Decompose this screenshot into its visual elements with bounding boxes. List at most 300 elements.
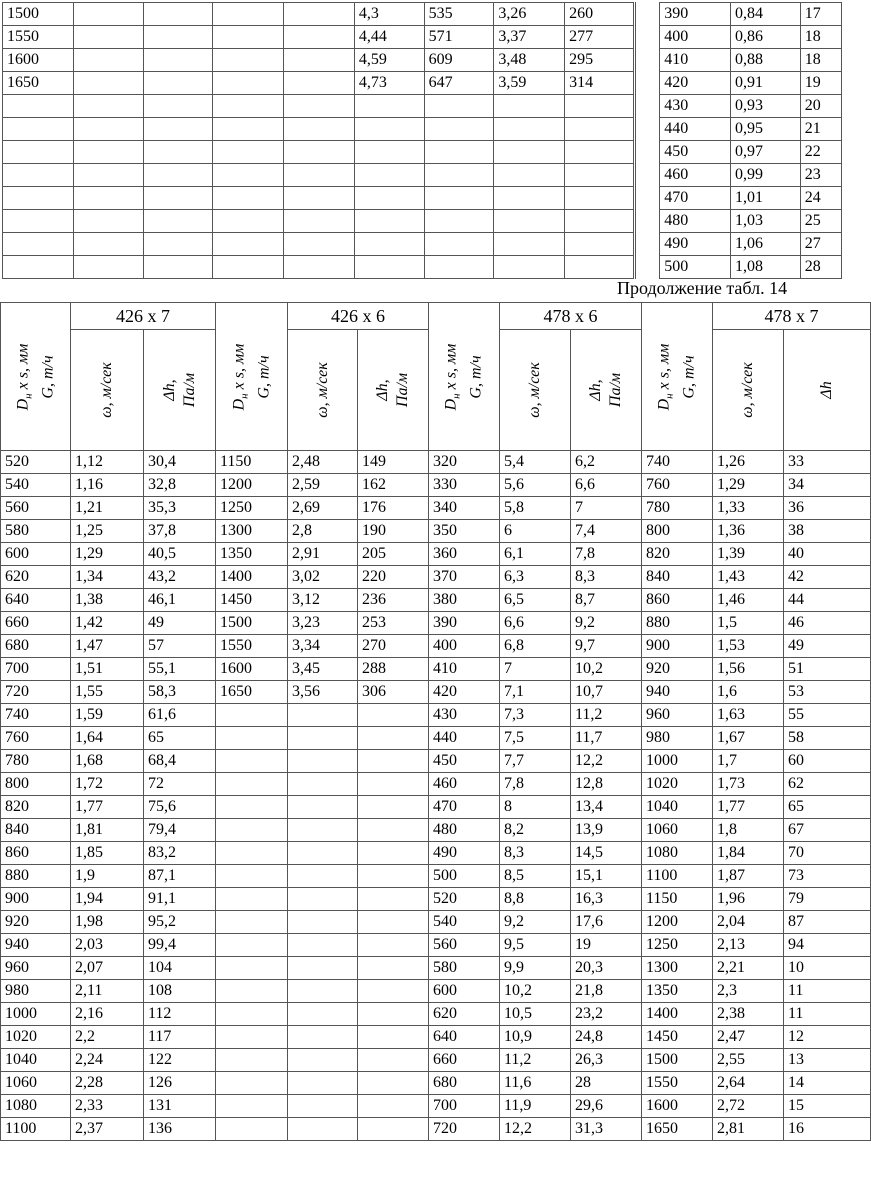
table-cell: [73, 256, 143, 279]
table-cell: 647: [424, 72, 494, 95]
table-cell: 220: [358, 566, 429, 589]
table-cell: [73, 3, 143, 26]
table-cell: 11: [784, 1003, 871, 1026]
table-cell: 360: [429, 543, 500, 566]
table-cell: [288, 1049, 358, 1072]
table-cell: 760: [1, 727, 71, 750]
table-cell: 680: [429, 1072, 500, 1095]
table-cell: 1,51: [71, 658, 144, 681]
table-cell: [424, 141, 494, 164]
table-cell: 7,1: [500, 681, 571, 704]
pipe-size-header: 426 х 7: [71, 303, 216, 330]
table-cell: [494, 233, 565, 256]
table-cell: 306: [358, 681, 429, 704]
table-cell: 900: [1, 888, 71, 911]
header-flow-label: G, т/ч: [467, 354, 485, 399]
table-cell: [358, 704, 429, 727]
table-cell: 880: [1, 865, 71, 888]
table-cell: 580: [429, 957, 500, 980]
table-cell: 1,68: [71, 750, 144, 773]
table-cell: 1020: [1, 1026, 71, 1049]
table-cell: 2,69: [288, 497, 358, 520]
table-cell: [284, 3, 355, 26]
table-cell: 490: [660, 233, 731, 256]
header-velocity-label: ω, м/сек: [98, 362, 115, 418]
table-cell: [288, 727, 358, 750]
table-cell: [494, 187, 565, 210]
table-cell: 740: [642, 451, 713, 474]
table-cell: [216, 1118, 288, 1141]
table-cell: 3,48: [494, 49, 565, 72]
table-cell: 8,5: [500, 865, 571, 888]
table-cell: 7,4: [571, 520, 642, 543]
table-cell: 1250: [642, 934, 713, 957]
table-row: [1, 934, 871, 957]
table-cell: [143, 3, 213, 26]
table-row: [1, 819, 871, 842]
table-cell: [358, 1026, 429, 1049]
table-cell: 1080: [642, 842, 713, 865]
table-cell: 1300: [642, 957, 713, 980]
table-cell: [216, 704, 288, 727]
table-cell: 91,1: [144, 888, 216, 911]
table-cell: 440: [660, 118, 731, 141]
table-cell: [213, 187, 284, 210]
table-cell: 470: [429, 796, 500, 819]
table-cell: 3,34: [288, 635, 358, 658]
table-cell: 1150: [642, 888, 713, 911]
table-cell: 2,47: [713, 1026, 784, 1049]
table-cell: [143, 210, 213, 233]
table-cell: 1250: [216, 497, 288, 520]
table-cell: 32,8: [144, 474, 216, 497]
table-cell: [284, 256, 355, 279]
table-cell: 20,3: [571, 957, 642, 980]
table-cell: [3, 210, 74, 233]
header-diameter-label: $D_н$ х s, мм: [655, 343, 676, 410]
table-cell: [494, 256, 565, 279]
header-velocity-label: ω, м/сек: [313, 362, 331, 418]
table-cell: 0,91: [731, 72, 801, 95]
table-cell: 36: [784, 497, 871, 520]
table-cell: [213, 233, 284, 256]
table-row: [1, 1118, 871, 1141]
table-cell: [424, 118, 494, 141]
table-cell: [3, 233, 74, 256]
table-cell: 370: [429, 566, 500, 589]
table-cell: 840: [1, 819, 71, 842]
table-cell: 57: [144, 635, 216, 658]
table-cell: 1100: [1, 1118, 71, 1141]
table-cell: 700: [429, 1095, 500, 1118]
table-cell: 131: [144, 1095, 216, 1118]
table-cell: 3,37: [494, 26, 565, 49]
table-cell: 83,2: [144, 842, 216, 865]
table-cell: 1,64: [71, 727, 144, 750]
table-cell: 430: [660, 95, 731, 118]
table-cell: 12: [784, 1026, 871, 1049]
table-cell: 571: [424, 26, 494, 49]
table-cell: 8,3: [571, 566, 642, 589]
table-cell: 6,3: [500, 566, 571, 589]
table-cell: 1,12: [71, 451, 144, 474]
table-cell: 2,33: [71, 1095, 144, 1118]
table-cell: 44: [784, 589, 871, 612]
table-cell: 40: [784, 543, 871, 566]
table-cell: 236: [358, 589, 429, 612]
header-pressure-drop-label: Δh: [818, 381, 835, 399]
table-cell: [216, 796, 288, 819]
table-cell: 270: [358, 635, 429, 658]
table-cell: 55,1: [144, 658, 216, 681]
table-cell: 1,5: [713, 612, 784, 635]
table-cell: [494, 118, 565, 141]
table-cell: 79,4: [144, 819, 216, 842]
table-cell: [143, 49, 213, 72]
table-cell: [358, 1095, 429, 1118]
table-cell: 65: [144, 727, 216, 750]
table-cell: 10,5: [500, 1003, 571, 1026]
table-cell: 2,07: [71, 957, 144, 980]
table-cell: 3,56: [288, 681, 358, 704]
table-cell: 3,12: [288, 589, 358, 612]
pipe-size-header: 478 х 6: [500, 303, 642, 330]
table-cell: 260: [565, 3, 635, 26]
table-cell: 95,2: [144, 911, 216, 934]
table-cell: [424, 210, 494, 233]
table-cell: 1,7: [713, 750, 784, 773]
table-cell: 640: [1, 589, 71, 612]
table-cell: [358, 796, 429, 819]
table-cell: 136: [144, 1118, 216, 1141]
table-cell: 1,87: [713, 865, 784, 888]
table-cell: [143, 141, 213, 164]
table-cell: [565, 187, 635, 210]
table-cell: 20: [800, 95, 841, 118]
table-cell: 0,86: [731, 26, 801, 49]
table-cell: 780: [642, 497, 713, 520]
table-cell: [354, 164, 424, 187]
table-cell: 1200: [642, 911, 713, 934]
table-cell: 3,23: [288, 612, 358, 635]
table-cell: 6: [500, 520, 571, 543]
table-cell: 2,72: [713, 1095, 784, 1118]
table-cell: 38: [784, 520, 871, 543]
table-cell: [288, 1026, 358, 1049]
table-cell: [565, 256, 635, 279]
table-cell: 620: [1, 566, 71, 589]
table-cell: 17,6: [571, 911, 642, 934]
table-cell: [634, 118, 659, 141]
table-cell: [3, 141, 74, 164]
header-flow-label: G, т/ч: [39, 354, 57, 399]
table-cell: [284, 233, 355, 256]
table-cell: 500: [429, 865, 500, 888]
table-row: [1, 520, 871, 543]
table-cell: [358, 773, 429, 796]
table-cell: 10,2: [571, 658, 642, 681]
table-cell: 740: [1, 704, 71, 727]
table-cell: [358, 842, 429, 865]
table-cell: [494, 210, 565, 233]
table-cell: 87: [784, 911, 871, 934]
table-cell: 490: [429, 842, 500, 865]
table-cell: 9,2: [500, 911, 571, 934]
table-cell: 2,03: [71, 934, 144, 957]
table-cell: 15,1: [571, 865, 642, 888]
table-cell: 460: [660, 164, 731, 187]
table-cell: [565, 233, 635, 256]
table-cell: 960: [1, 957, 71, 980]
table-cell: 480: [660, 210, 731, 233]
table-cell: 1550: [642, 1072, 713, 1095]
table-cell: 900: [642, 635, 713, 658]
table-cell: 40,5: [144, 543, 216, 566]
table-row: [1, 543, 871, 566]
table-cell: 51: [784, 658, 871, 681]
table-cell: 860: [642, 589, 713, 612]
table-cell: [358, 819, 429, 842]
table-cell: [3, 256, 74, 279]
table-cell: 1,16: [71, 474, 144, 497]
table-row: [1, 980, 871, 1003]
table-cell: 16: [784, 1118, 871, 1141]
table-cell: [288, 796, 358, 819]
table-cell: 1,34: [71, 566, 144, 589]
table-cell: 1500: [3, 3, 74, 26]
table-cell: 620: [429, 1003, 500, 1026]
table-row: [3, 141, 842, 164]
column-header-pressure-drop: [144, 330, 216, 451]
table-row: [1, 658, 871, 681]
header-pressure-drop-label: Δh,: [160, 379, 178, 401]
table-cell: [354, 256, 424, 279]
table-cell: 2,37: [71, 1118, 144, 1141]
table-cell: [288, 1072, 358, 1095]
table-cell: 13: [784, 1049, 871, 1072]
table-cell: [143, 187, 213, 210]
table-cell: 9,9: [500, 957, 571, 980]
table-cell: [143, 256, 213, 279]
table-cell: [634, 95, 659, 118]
table-cell: 1450: [642, 1026, 713, 1049]
top-table: [2, 2, 842, 279]
table-cell: [73, 141, 143, 164]
table-cell: 400: [429, 635, 500, 658]
table-cell: 5,4: [500, 451, 571, 474]
table-cell: 49: [784, 635, 871, 658]
table-row: [1, 681, 871, 704]
table-cell: 0,95: [731, 118, 801, 141]
column-header-diameter-flow: [642, 303, 713, 451]
table-cell: 19: [571, 934, 642, 957]
table-cell: [73, 187, 143, 210]
table-cell: 8: [500, 796, 571, 819]
table-cell: 1350: [216, 543, 288, 566]
table-cell: 1350: [642, 980, 713, 1003]
table-row: [1, 842, 871, 865]
table-cell: 23,2: [571, 1003, 642, 1026]
table-cell: 2,21: [713, 957, 784, 980]
table-cell: 33: [784, 451, 871, 474]
table-cell: 2,55: [713, 1049, 784, 1072]
table-row: [1, 911, 871, 934]
table-row: [1, 796, 871, 819]
table-cell: 4,44: [354, 26, 424, 49]
table-cell: [358, 1003, 429, 1026]
table-cell: [213, 72, 284, 95]
table-cell: 860: [1, 842, 71, 865]
table-cell: [216, 1026, 288, 1049]
table-cell: 12,2: [571, 750, 642, 773]
table-cell: 1600: [642, 1095, 713, 1118]
table-cell: 1,47: [71, 635, 144, 658]
table-cell: 42: [784, 566, 871, 589]
table-cell: [73, 72, 143, 95]
table-cell: 1,36: [713, 520, 784, 543]
table-cell: 3,26: [494, 3, 565, 26]
table-cell: 420: [429, 681, 500, 704]
table-cell: 2,38: [713, 1003, 784, 1026]
table-cell: [143, 118, 213, 141]
table-cell: 277: [565, 26, 635, 49]
table-cell: [288, 1118, 358, 1141]
table-cell: 920: [642, 658, 713, 681]
table-cell: [213, 256, 284, 279]
table-cell: 62: [784, 773, 871, 796]
table-cell: 23: [800, 164, 841, 187]
table-cell: 28: [800, 256, 841, 279]
table-cell: 560: [429, 934, 500, 957]
table-cell: 2,28: [71, 1072, 144, 1095]
table-cell: 7,8: [571, 543, 642, 566]
table-cell: 940: [642, 681, 713, 704]
table-row: [1, 612, 871, 635]
header-velocity-label: ω, м/сек: [526, 362, 543, 418]
table-cell: [284, 72, 355, 95]
table-cell: 5,6: [500, 474, 571, 497]
table-cell: [634, 233, 659, 256]
table-cell: 380: [429, 589, 500, 612]
table-cell: [73, 210, 143, 233]
table-cell: 0,88: [731, 49, 801, 72]
table-cell: 0,93: [731, 95, 801, 118]
table-cell: 1600: [216, 658, 288, 681]
table-cell: [358, 957, 429, 980]
table-cell: 1,81: [71, 819, 144, 842]
table-cell: 780: [1, 750, 71, 773]
table-row: [3, 210, 842, 233]
table-cell: [288, 934, 358, 957]
table-cell: 1550: [216, 635, 288, 658]
table-cell: [358, 980, 429, 1003]
table-cell: [216, 842, 288, 865]
table-cell: [284, 210, 355, 233]
table-cell: 94: [784, 934, 871, 957]
column-header-diameter-flow: [429, 303, 500, 451]
table-cell: 1650: [642, 1118, 713, 1141]
table-cell: 15: [784, 1095, 871, 1118]
table-cell: [216, 911, 288, 934]
table-cell: 7,5: [500, 727, 571, 750]
table-cell: 420: [660, 72, 731, 95]
main-table: [0, 302, 871, 1141]
table-cell: [634, 49, 659, 72]
table-cell: 7,3: [500, 704, 571, 727]
table-cell: 8,2: [500, 819, 571, 842]
table-cell: 520: [429, 888, 500, 911]
table-cell: 2,3: [713, 980, 784, 1003]
table-row: [1, 1095, 871, 1118]
table-cell: 580: [1, 520, 71, 543]
pipe-size-header: 478 х 7: [713, 303, 871, 330]
table-cell: [284, 49, 355, 72]
table-cell: 660: [429, 1049, 500, 1072]
table-row: [3, 118, 842, 141]
table-cell: [284, 26, 355, 49]
table-cell: 430: [429, 704, 500, 727]
header-pressure-drop-label: Δh,: [587, 379, 604, 401]
table-cell: 1500: [642, 1049, 713, 1072]
table-cell: 53: [784, 681, 871, 704]
header-velocity-label: ω, м/сек: [739, 362, 756, 418]
table-cell: 7: [571, 497, 642, 520]
table-cell: 288: [358, 658, 429, 681]
table-cell: 470: [660, 187, 731, 210]
table-cell: [213, 141, 284, 164]
table-cell: [216, 865, 288, 888]
table-cell: 1,29: [713, 474, 784, 497]
table-cell: [284, 187, 355, 210]
table-cell: [354, 187, 424, 210]
table-cell: 4,59: [354, 49, 424, 72]
table-cell: [354, 210, 424, 233]
table-cell: 61,6: [144, 704, 216, 727]
table-cell: [284, 164, 355, 187]
table-cell: [216, 957, 288, 980]
table-cell: 320: [429, 451, 500, 474]
table-cell: 1,25: [71, 520, 144, 543]
column-header-pressure-drop: [784, 330, 871, 451]
table-cell: [284, 118, 355, 141]
table-cell: 314: [565, 72, 635, 95]
table-cell: 3,02: [288, 566, 358, 589]
header-flow-label: G, т/ч: [255, 354, 273, 399]
table-cell: 25: [800, 210, 841, 233]
table-row: [1, 566, 871, 589]
table-cell: 46,1: [144, 589, 216, 612]
table-cell: 980: [642, 727, 713, 750]
table-row: [1, 727, 871, 750]
table-row: [1, 1049, 871, 1072]
table-cell: 22: [800, 141, 841, 164]
table-cell: 760: [642, 474, 713, 497]
pipe-size-header: 426 х 6: [288, 303, 429, 330]
table-cell: [216, 1095, 288, 1118]
table-cell: 1500: [216, 612, 288, 635]
table-cell: [358, 1118, 429, 1141]
table-cell: 700: [1, 658, 71, 681]
column-header-velocity: [713, 330, 784, 451]
table-cell: [634, 26, 659, 49]
table-cell: 1,03: [731, 210, 801, 233]
table-cell: [358, 911, 429, 934]
table-cell: 1,98: [71, 911, 144, 934]
table-cell: [3, 164, 74, 187]
table-cell: 7,8: [500, 773, 571, 796]
table-cell: [424, 187, 494, 210]
table-cell: 940: [1, 934, 71, 957]
